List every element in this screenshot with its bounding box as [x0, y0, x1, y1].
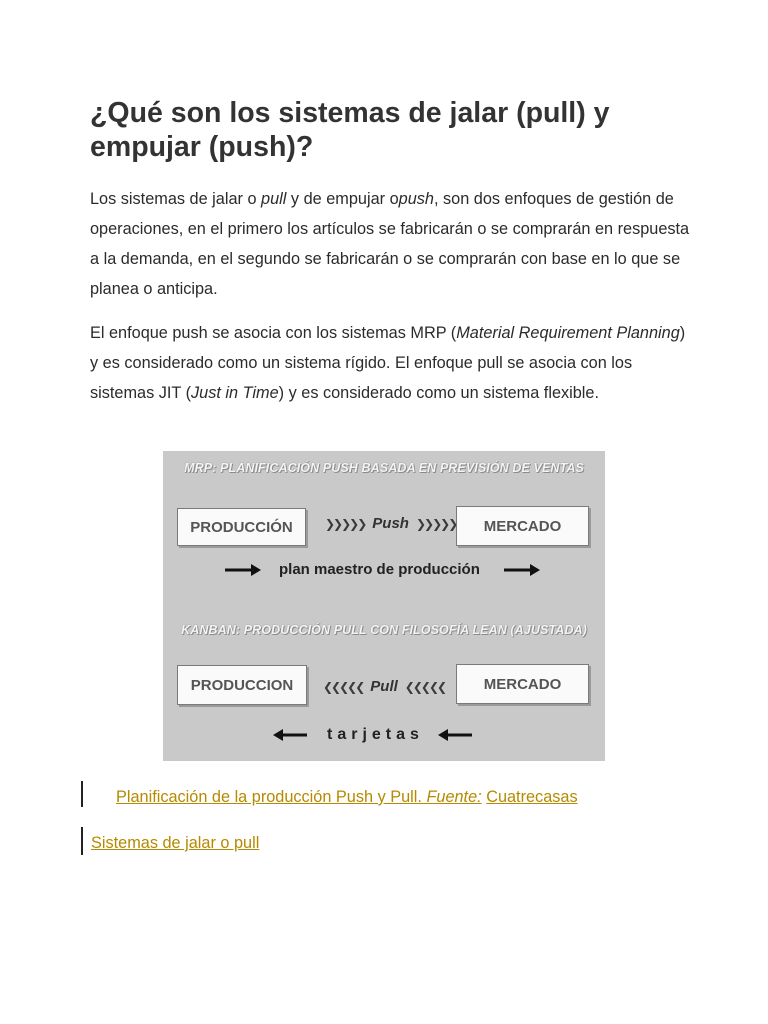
- text-run: ) y es considerado como un sistema flexible.: [278, 384, 600, 402]
- push-label: Push: [372, 515, 409, 532]
- chevrons-right-icon: ❯❯❯❯❯: [325, 516, 366, 531]
- text-run: ) y es considerado como un sistema rígido. El enfoque pull se asocia con los sistemas JIT (: [90, 324, 686, 402]
- text-run: push: [398, 190, 434, 208]
- mercado-box-pull: MERCADO: [456, 664, 589, 704]
- plan-maestro-label: plan maestro de producción: [279, 561, 480, 578]
- text-run: Los sistemas de jalar o: [90, 190, 262, 208]
- arrow-right-icon: [223, 563, 263, 577]
- push-pull-paragraph: [90, 318, 690, 408]
- produccion-box-pull: PRODUCCION: [177, 665, 307, 705]
- link-divider: [81, 827, 83, 855]
- text-run: y de empujar o: [286, 190, 399, 208]
- text-run: , son dos enfoques de gestión de operaciones, en el primero los artículos se fabricarán o se comprarán en respuesta a la demanda, en el segundo se fabricarán o se comprarán con base en lo que se planea o anticipa.: [90, 190, 690, 298]
- mercado-box-push: MERCADO: [456, 506, 589, 546]
- intro-paragraph: [90, 184, 690, 304]
- kanban-heading: KANBAN: PRODUCCIÓN PULL CON FILOSOFÍA LEAN (AJUSTADA): [181, 623, 587, 637]
- caption-divider: [81, 781, 83, 807]
- text-run: El enfoque push se asocia con los sistemas MRP (: [90, 324, 457, 342]
- chevrons-left-icon: ❮❮❮❮❮: [404, 679, 446, 694]
- text-run: Material Requirement Planning: [456, 324, 680, 342]
- caption-source-link[interactable]: Cuatrecasas: [486, 788, 578, 806]
- push-flow: [325, 515, 456, 532]
- chevrons-right-icon: ❯❯❯❯❯: [415, 516, 457, 531]
- arrow-right-icon: [502, 563, 542, 577]
- plan-maestro-row: [223, 561, 542, 578]
- chevrons-left-icon: ❮❮❮❮❮: [323, 679, 364, 694]
- tarjetas-row: [273, 726, 474, 744]
- sistemas-jalar-link[interactable]: Sistemas de jalar o pull: [91, 834, 260, 852]
- push-pull-diagram: [163, 451, 605, 761]
- caption-main-text[interactable]: Planificación de la producción Push y Pull.: [116, 788, 427, 806]
- arrow-left-icon: [438, 728, 474, 742]
- pull-label: Pull: [370, 678, 398, 695]
- arrow-left-icon: [273, 728, 309, 742]
- figure-caption-link[interactable]: [116, 785, 578, 809]
- text-run: Just in Time: [191, 384, 279, 402]
- text-run: pull: [261, 190, 287, 208]
- mrp-heading: MRP: PLANIFICACIÓN PUSH BASADA EN PREVISIÓN DE VENTAS: [184, 461, 584, 475]
- page-title: ¿Qué son los sistemas de jalar (pull) y empujar (push)?: [90, 97, 610, 163]
- caption-fuente-text[interactable]: Fuente:: [426, 788, 482, 806]
- produccion-box-push: PRODUCCIÓN: [177, 508, 306, 546]
- pull-flow: [323, 678, 445, 695]
- tarjetas-label: tarjetas: [327, 726, 424, 743]
